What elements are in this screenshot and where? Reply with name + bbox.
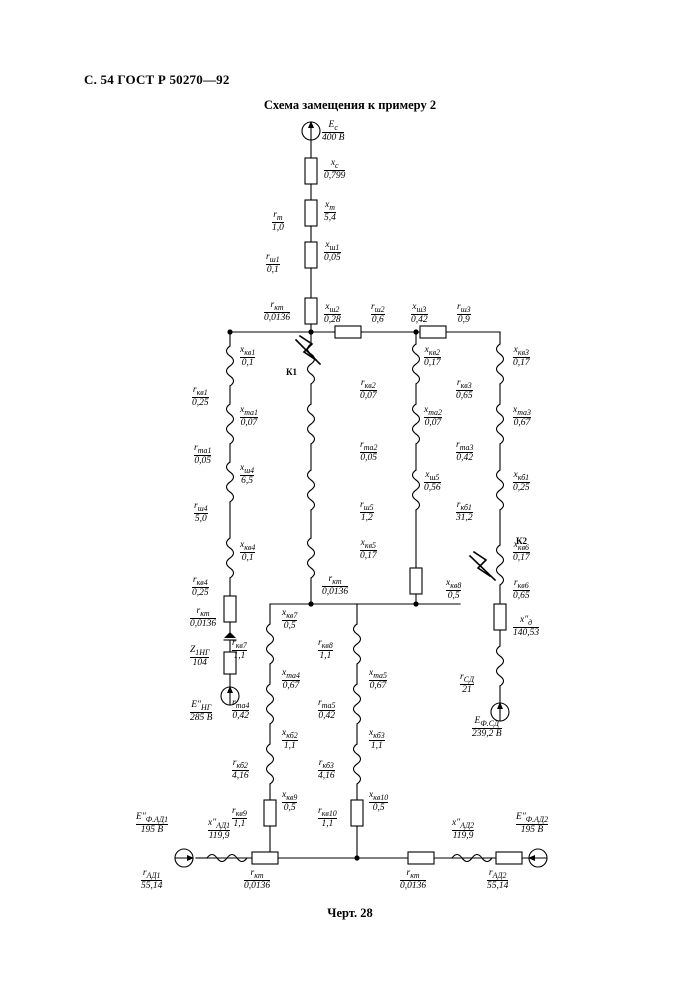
element-rkt2: $r_{кт}$ 0,0136: [190, 606, 217, 629]
element-xta4: $x_{та4}$ 0,67: [282, 668, 300, 691]
element-rkv3: $r_{кв3}$ 0,65: [456, 378, 473, 401]
source-label-ec: $E_с$ 400 В: [322, 120, 345, 143]
element-xkv8: $x_{кв8}$ 0,5: [446, 578, 462, 601]
element-rkb3: $r_{кб3}$ 4,16: [318, 758, 335, 781]
element-rta2: $r_{та2}$ 0,05: [360, 440, 378, 463]
source-label-ead2: $E''_{Ф.АД2}$ 195 В: [516, 812, 549, 835]
element-xsh2: $x_{ш2}$ 0,28: [324, 302, 341, 325]
element-rkt5: $r_{кт}$ 0,0136: [400, 868, 427, 891]
element-rsd: $r_{СД}$ 21: [460, 672, 475, 695]
element-xt: $x_т$ 5,4: [324, 200, 336, 223]
element-xkb1: $x_{кб1}$ 0,25: [513, 470, 530, 493]
element-rkv8: $r_{кв8}$ 1,1: [318, 638, 333, 661]
element-rkv4: $r_{кв4}$ 0,25: [192, 575, 209, 598]
element-xta3: $x_{та3}$ 0,67: [513, 405, 531, 428]
element-xta2: $x_{та2}$ 0,07: [424, 405, 442, 428]
element-rkt3: $r_{кт}$ 0,0136: [322, 574, 349, 597]
element-rkb1: $r_{кб1}$ 31,2: [456, 500, 473, 523]
figure-caption: Черт. 28: [327, 906, 373, 920]
element-xta1: $x_{та1}$ 0,07: [240, 405, 258, 428]
element-xkv7: $x_{кв7}$ 0,5: [282, 608, 298, 631]
element-rkv6: $r_{кв6}$ 0,65: [513, 578, 530, 601]
element-rkt1: $r_{кт}$ 0,0136: [264, 300, 291, 323]
element-xkv2: $x_{кв2}$ 0,17: [424, 345, 441, 368]
element-xkv3: $x_{кв3}$ 0,17: [513, 345, 530, 368]
short-circuit-k2: К2: [516, 536, 528, 546]
figure-title: Схема замещения к примеру 2: [263, 98, 437, 112]
element-xad1: $x''_{АД1}$ 119,9: [208, 818, 231, 841]
element-rkv7: $r_{кв7}$ 1,1: [232, 638, 247, 661]
element-rad2: $r_{АД2}$ 55,14: [487, 868, 509, 891]
element-rsh1: $r_{ш1}$ 0,1: [266, 252, 280, 275]
element-rkv10: $r_{кв10}$ 1,1: [318, 806, 337, 829]
element-xkv1: $x_{кв1}$ 0,1: [240, 345, 256, 368]
element-xta5: $x_{та5}$ 0,67: [369, 668, 387, 691]
element-xsh4: $x_{ш4}$ 6,5: [240, 463, 255, 486]
element-rsh3: $r_{ш3}$ 0,9: [457, 302, 471, 325]
element-rta3: $r_{та3}$ 0,42: [456, 440, 474, 463]
element-rta5: $r_{та5}$ 0,42: [318, 698, 336, 721]
element-xd: $x''_д$ 140,53: [513, 615, 540, 638]
element-z1ng: $Z_{1НГ}$ 104: [190, 645, 210, 668]
element-xkb3: $x_{кб3}$ 1,1: [369, 728, 385, 751]
source-label-ead1: $E''_{Ф.АД1}$ 195 В: [136, 812, 169, 835]
element-rkv2: $r_{кв2}$ 0,07: [360, 378, 377, 401]
element-xkv5: $x_{кв5}$ 0,17: [360, 538, 377, 561]
element-rta1: $r_{та1}$ 0,05: [194, 443, 212, 466]
element-xkv10: $x_{кв10}$ 0,5: [369, 790, 389, 813]
element-rkt4: $r_{кт}$ 0,0136: [244, 868, 271, 891]
element-xc: $x_с$ 0,799: [324, 158, 346, 181]
source-label-efsd: $E_{Ф.СД}$ 239,2 В: [472, 716, 502, 739]
element-xsh3: $x_{ш3}$ 0,42: [411, 302, 428, 325]
element-xsh1: $x_{ш1}$ 0,05: [324, 240, 341, 263]
element-rsh5: $r_{ш5}$ 1,2: [360, 500, 374, 523]
element-xkv4: $x_{кв4}$ 0,1: [240, 540, 256, 563]
element-xkb2: $x_{кб2}$ 1,1: [282, 728, 298, 751]
element-rkb2: $r_{кб2}$ 4,16: [232, 758, 249, 781]
element-rsh4: $r_{ш4}$ 5,0: [194, 501, 208, 524]
short-circuit-k1: К1: [286, 367, 298, 377]
element-rad1: $r_{АД1}$ 55,14: [141, 868, 163, 891]
element-rsh2: $r_{ш2}$ 0,6: [371, 302, 385, 325]
element-rkv1: $r_{кв1}$ 0,25: [192, 385, 209, 408]
source-label-eng: $E''_{НГ}$ 285 В: [190, 700, 213, 723]
element-rta4: $r_{та4}$ 0,42: [232, 698, 250, 721]
page-header: С. 54 ГОСТ Р 50270—92: [84, 72, 230, 87]
element-xad2: $x''_{АД2}$ 119,9: [452, 818, 475, 841]
element-xkv9: $x_{кв9}$ 0,5: [282, 790, 298, 813]
element-xkv6: $x_{кв6}$ 0,17: [513, 540, 530, 563]
element-xsh5: $x_{ш5}$ 0,56: [424, 470, 441, 493]
element-rt: $r_т$ 1,0: [272, 210, 284, 233]
element-rkv9: $r_{кв9}$ 1,1: [232, 806, 247, 829]
